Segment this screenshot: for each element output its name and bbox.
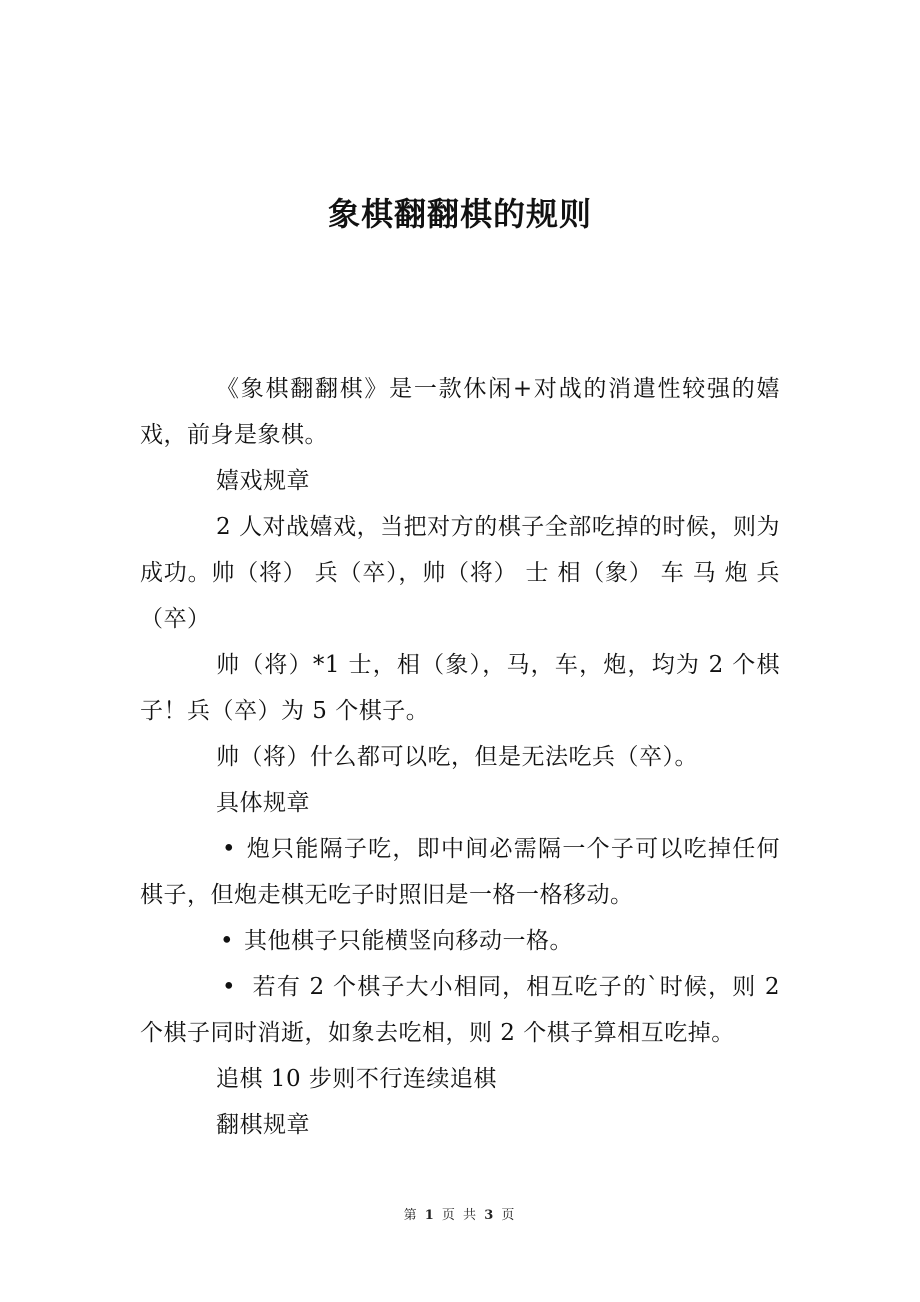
footer-total-pages: 3 [484,1208,496,1223]
bullet-dot-icon: • [222,836,237,862]
footer-suffix: 页 [501,1208,517,1223]
page-footer [0,1206,920,1226]
footer-middle: 页 共 [441,1208,479,1223]
bullet-item [140,964,780,1056]
paragraph-general-capture: 帅（将）什么都可以吃，但是无法吃兵（卒）。 [216,744,698,770]
bullet-item [140,918,780,964]
bullet-item [140,826,780,918]
bullet-text: 炮只能隔子吃，即中间必需隔一个子可以吃掉任何棋子，但炮走棋无吃子时照旧是一格一格移动。 [140,836,780,908]
section-heading-specific-rules: 具体规章 [216,790,310,816]
intro-paragraph: 《象棋翻翻棋》是一款休闲+对战的消遣性较强的嬉戏，前身是象棋。 [140,376,780,448]
bullet-dot-icon: • [222,974,237,1000]
paragraph-chase-rule: 追棋 10 步则不行连续追棋 [216,1066,497,1092]
document-body [140,366,780,1148]
bullet-text: 其他棋子只能横竖向移动一格。 [244,928,573,954]
paragraph-piece-counts: 帅（将）*1 士，相（象），马，车，炮，均为 2 个棋子！兵（卒）为 5 个棋子。 [140,652,780,724]
footer-prefix: 第 [403,1208,419,1223]
paragraph-victory-condition: 2 人对战嬉戏，当把对方的棋子全部吃掉的时候，则为成功。帅（将） 兵（卒），帅（将） 士 相（象） 车 马 炮 兵（卒） [140,514,780,632]
document-title: 象棋翻翻棋的规则 [327,195,592,233]
footer-current-page: 1 [424,1208,436,1223]
section-heading-game-rules: 嬉戏规章 [216,468,310,494]
bullet-text: 若有 2 个棋子大小相同，相互吃子的`时候，则 2 个棋子同时消逝，如象去吃相，则 2 个棋子算相互吃掉。 [140,974,780,1046]
section-heading-flip-rules: 翻棋规章 [216,1112,310,1138]
bullet-dot-icon: • [220,928,235,954]
